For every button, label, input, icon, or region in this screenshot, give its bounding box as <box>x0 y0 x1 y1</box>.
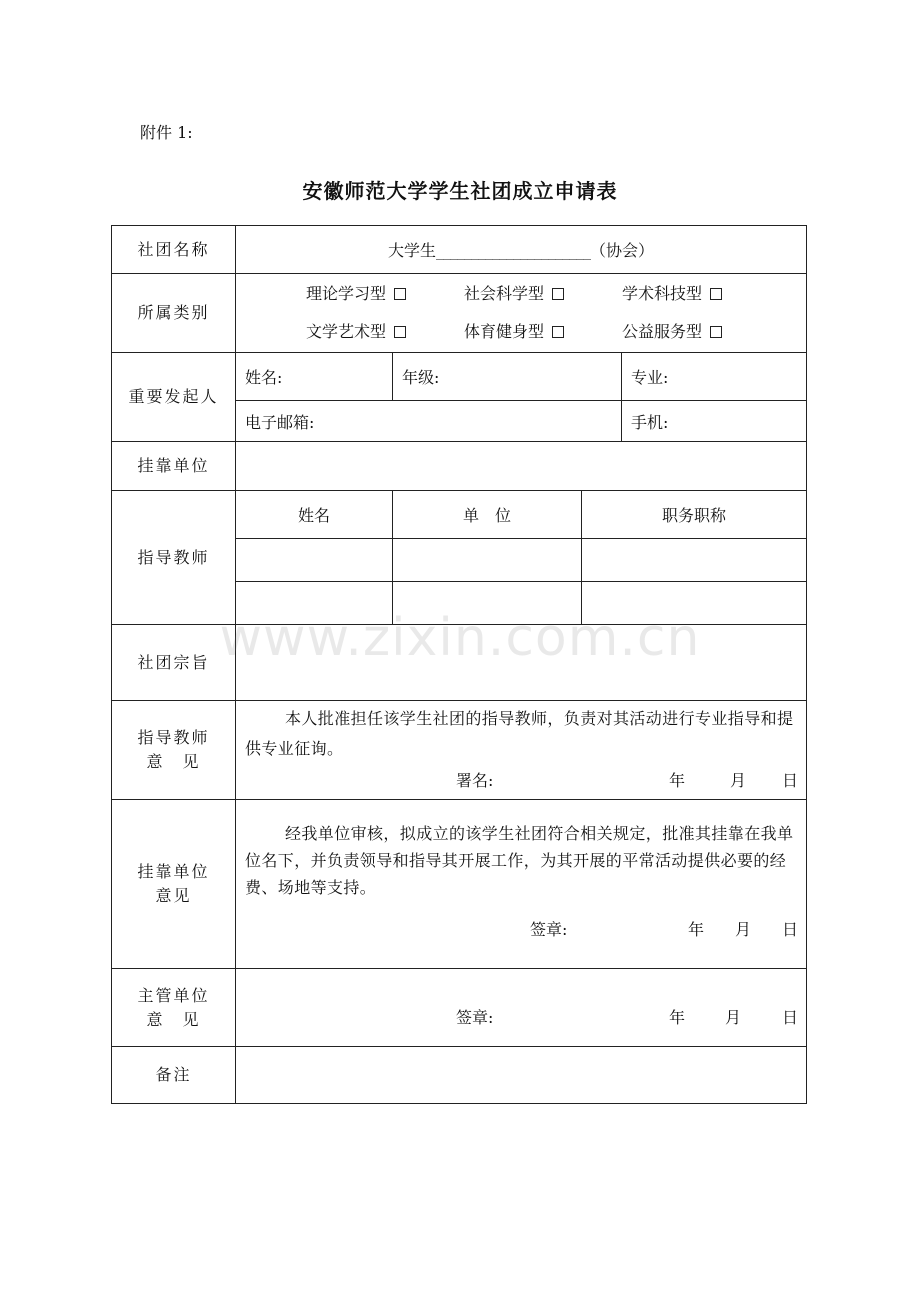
affiliated-unit-label: 挂靠单位 <box>112 442 236 491</box>
advisor-unit-cell[interactable] <box>393 582 582 625</box>
checkbox-icon[interactable] <box>710 288 722 300</box>
unit-month-label: 月 <box>735 920 752 939</box>
unit-opinion-row <box>112 800 807 969</box>
category-options <box>236 274 807 353</box>
advisor-header-row <box>112 491 807 539</box>
category-option-sports[interactable]: 体育健身型 <box>464 321 622 343</box>
unit-day-label: 日 <box>782 920 799 939</box>
advisor-opinion-label: 指导教师 意 见 <box>112 701 236 800</box>
initiator-label: 重要发起人 <box>112 353 236 442</box>
remarks-label: 备注 <box>112 1047 236 1104</box>
affiliated-unit-row <box>112 442 807 491</box>
purpose-row <box>112 625 807 701</box>
supervisor-month-label: 月 <box>725 1007 742 1027</box>
advisor-title-cell[interactable] <box>582 539 807 582</box>
unit-year-label: 年 <box>688 920 705 939</box>
category-option-arts[interactable]: 文学艺术型 <box>306 321 464 343</box>
category-option-public-service[interactable]: 公益服务型 <box>622 321 780 343</box>
category-option-theory[interactable]: 理论学习型 <box>306 283 464 305</box>
category-label: 所属类别 <box>112 274 236 353</box>
checkbox-icon[interactable] <box>394 326 406 338</box>
advisor-year-label: 年 <box>669 771 686 790</box>
advisor-unit-cell[interactable] <box>393 539 582 582</box>
initiator-phone-field[interactable]: 手机: <box>622 401 807 442</box>
advisor-header-name: 姓名 <box>236 491 393 539</box>
category-option-social[interactable]: 社会科学型 <box>464 283 622 305</box>
checkbox-icon[interactable] <box>394 288 406 300</box>
supervisor-opinion-field[interactable] <box>236 969 807 1047</box>
initiator-grade-field[interactable]: 年级: <box>393 353 622 401</box>
supervisor-year-label: 年 <box>669 1007 686 1027</box>
advisor-name-cell[interactable] <box>236 582 393 625</box>
unit-opinion-text: 经我单位审核，拟成立的该学生社团符合相关规定，批准其挂靠在我单位名下，并负责领导和指导其开展工作，为其开展的平常活动提供必要的经费、场地等支持。 <box>245 824 794 897</box>
supervisor-sign-label: 签章: <box>456 1007 494 1027</box>
advisor-month-label: 月 <box>730 771 747 790</box>
advisor-opinion-text: 本人批准担任该学生社团的指导教师，负责对其活动进行专业指导和提供专业征询。 <box>245 709 794 758</box>
advisor-name-cell[interactable] <box>236 539 393 582</box>
remarks-row <box>112 1047 807 1104</box>
initiator-major-field[interactable]: 专业: <box>622 353 807 401</box>
unit-signature-line <box>236 913 806 943</box>
watermark: www.zixin.com.cn <box>219 608 701 668</box>
supervisor-signature-line <box>236 1001 806 1031</box>
club-name-label: 社团名称 <box>112 226 236 274</box>
purpose-field[interactable] <box>236 625 807 701</box>
club-name-blank: ______________________ <box>436 241 591 260</box>
unit-opinion-label: 挂靠单位 意见 <box>112 800 236 969</box>
initiator-email-field[interactable]: 电子邮箱: <box>236 401 622 442</box>
advisor-signature-line <box>236 764 806 794</box>
advisor-opinion-field[interactable] <box>236 701 807 800</box>
remarks-field[interactable] <box>236 1047 807 1104</box>
advisor-opinion-row <box>112 701 807 800</box>
club-name-row <box>112 226 807 274</box>
purpose-label: 社团宗旨 <box>112 625 236 701</box>
advisor-title-cell[interactable] <box>582 582 807 625</box>
advisor-day-label: 日 <box>782 771 799 790</box>
checkbox-icon[interactable] <box>552 326 564 338</box>
initiator-name-field[interactable]: 姓名: <box>236 353 393 401</box>
affiliated-unit-field[interactable] <box>236 442 807 491</box>
category-row <box>112 274 807 353</box>
supervisor-opinion-row <box>112 969 807 1047</box>
advisor-header-unit: 单 位 <box>393 491 582 539</box>
advisor-header-title: 职务职称 <box>582 491 807 539</box>
advisor-label: 指导教师 <box>112 491 236 625</box>
supervisor-opinion-label: 主管单位 意 见 <box>112 969 236 1047</box>
application-form <box>111 225 807 1104</box>
checkbox-icon[interactable] <box>710 326 722 338</box>
attachment-label: 附件 1: <box>140 123 193 142</box>
club-name-suffix: （协会） <box>590 241 655 260</box>
unit-sign-label: 签章: <box>530 920 568 939</box>
form-title: 安徽师范大学学生社团成立申请表 <box>302 179 618 203</box>
unit-opinion-field[interactable] <box>236 800 807 969</box>
checkbox-icon[interactable] <box>552 288 564 300</box>
category-option-academic[interactable]: 学术科技型 <box>622 283 780 305</box>
supervisor-day-label: 日 <box>782 1007 799 1027</box>
club-name-prefix: 大学生 <box>388 241 437 260</box>
advisor-sign-label: 署名: <box>456 771 494 790</box>
club-name-field[interactable] <box>236 226 807 274</box>
initiator-row-1 <box>112 353 807 401</box>
